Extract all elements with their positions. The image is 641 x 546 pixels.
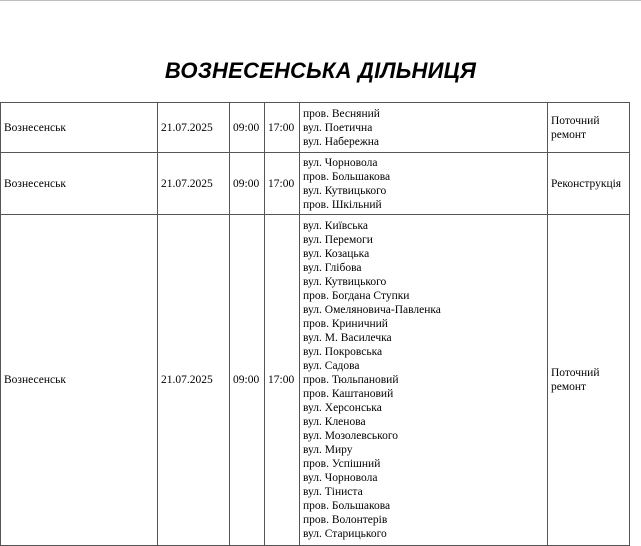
end-time-cell: 17:00 — [265, 215, 300, 546]
city-cell: Вознесенськ — [1, 103, 158, 153]
street-item: вул. Мозолевського — [303, 430, 399, 442]
street-item: вул. Чорновола — [303, 156, 378, 169]
street-item: вул. Садова — [303, 360, 360, 372]
date-cell: 21.07.2025 — [158, 215, 230, 546]
street-item: вул. Козацька — [303, 248, 370, 260]
street-item: вул. Кутвицького — [303, 184, 387, 197]
date-cell: 21.07.2025 — [158, 153, 230, 215]
street-item: вул. Чорновола — [303, 472, 378, 484]
work-type-cell: Поточний ремонт — [548, 103, 630, 153]
street-item: вул. Тіниста — [303, 486, 363, 498]
street-item: вул. Київська — [303, 220, 369, 232]
start-time-cell: 09:00 — [230, 153, 265, 215]
start-time-cell: 09:00 — [230, 215, 265, 546]
outage-schedule-table — [0, 102, 630, 546]
street-item: вул. Глібова — [303, 262, 362, 274]
street-item: пров. Богдана Ступки — [303, 290, 410, 302]
street-item: пров. Криничний — [303, 318, 388, 330]
street-item: вул. Старицького — [303, 528, 387, 540]
street-item: пров. Шкільний — [303, 198, 382, 211]
city-cell: Вознесенськ — [1, 215, 158, 546]
street-item: пров. Каштановий — [303, 388, 394, 400]
streets-cell — [300, 215, 548, 546]
street-item: вул. Кленова — [303, 416, 366, 428]
street-item: пров. Весняний — [303, 107, 380, 120]
street-item: вул. Перемоги — [303, 234, 373, 246]
page-title: ВОЗНЕСЕНСЬКА ДІЛЬНИЦЯ — [164, 58, 477, 83]
table-row — [1, 215, 630, 546]
table-row — [1, 103, 630, 153]
streets-cell — [300, 103, 548, 153]
city-cell: Вознесенськ — [1, 153, 158, 215]
work-type-cell: Реконструкція — [548, 153, 630, 215]
street-item: пров. Большакова — [303, 500, 391, 512]
street-item: вул. Кутвицького — [303, 276, 387, 288]
street-item: вул. Омеляновича-Павленка — [303, 304, 441, 316]
end-time-cell: 17:00 — [265, 153, 300, 215]
street-item: пров. Успішний — [303, 458, 381, 470]
street-item: вул. Херсонська — [303, 402, 382, 414]
street-item: пров. Волонтерів — [303, 514, 388, 526]
street-item: вул. Поетична — [303, 121, 373, 134]
start-time-cell: 09:00 — [230, 103, 265, 153]
street-item: пров. Большакова — [303, 170, 391, 183]
date-cell: 21.07.2025 — [158, 103, 230, 153]
street-item: вул. Покровська — [303, 346, 383, 358]
work-type-cell: Поточний ремонт — [548, 215, 630, 546]
streets-cell — [300, 153, 548, 215]
street-item: вул. М. Василечка — [303, 332, 392, 344]
street-item: вул. Набережна — [303, 135, 380, 148]
table-row — [1, 153, 630, 215]
street-item: пров. Тюльпановий — [303, 374, 399, 386]
end-time-cell: 17:00 — [265, 103, 300, 153]
top-divider — [0, 0, 641, 1]
street-item: вул. Миру — [303, 444, 353, 456]
